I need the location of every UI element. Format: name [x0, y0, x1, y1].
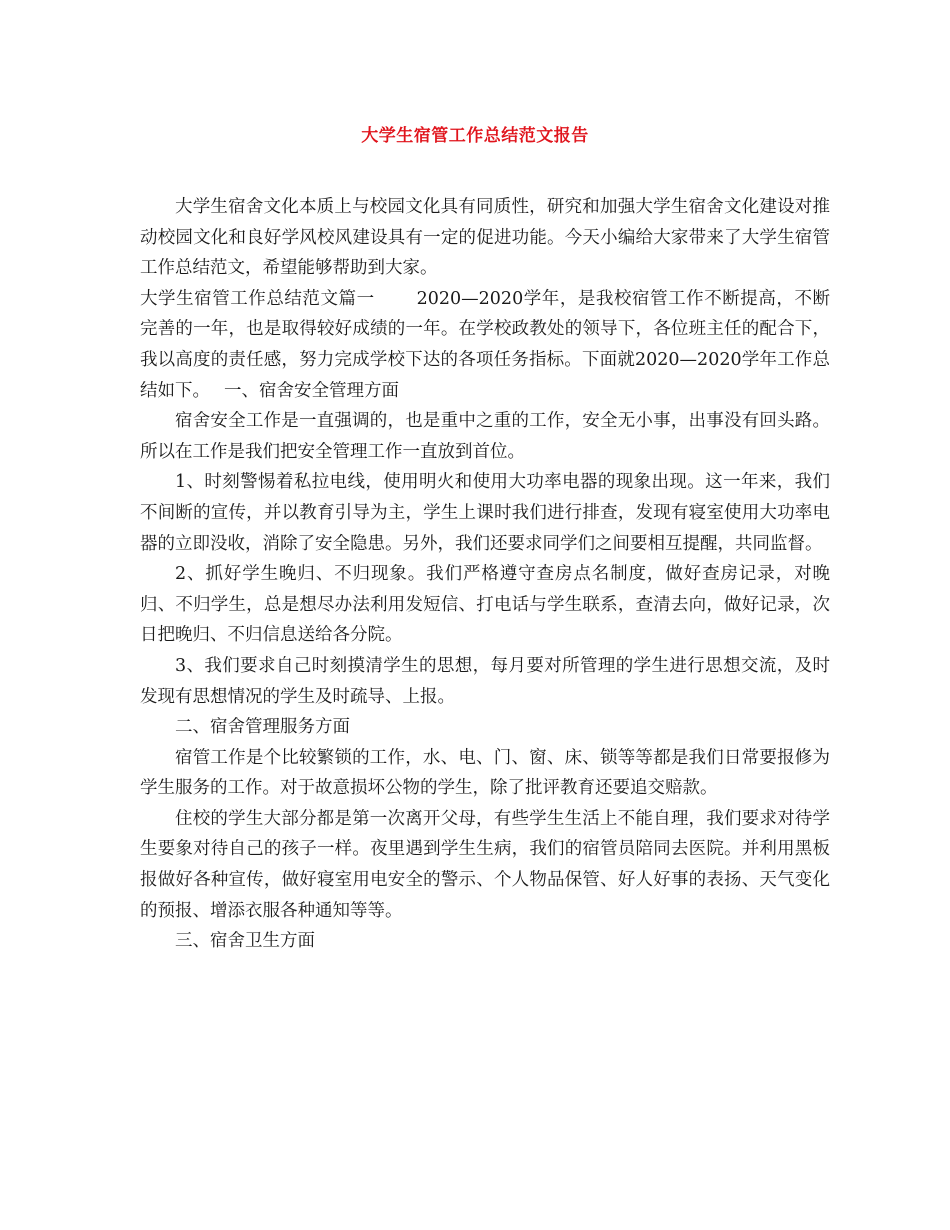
service-paragraph-2: 住校的学生大部分都是第一次离开父母，有些学生生活上不能自理，我们要求对待学生要象对待自己的孩子一样。夜里遇到学生生病，我们的宿管员陪同去医院。并利用黑板报做好各种宣传，做好寝室用电安全的警示、个人物品保管、好人好事的表扬、天气变化的预报、增添衣服各种通知等等。 — [140, 808, 830, 921]
service-paragraph-1: 宿管工作是个比较繁锁的工作，水、电、门、窗、床、锁等等都是我们日常要报修为学生服务的工作。对于故意损坏公物的学生，除了批评教育还要追交赔款。 — [140, 747, 830, 799]
article-opening-text: 2020—2020学年，是我校宿管工作不断提高，不断完善的一年，也是取得较好成绩的一年。在学校政教处的领导下，各位班主任的配合下，我以高度的责任感，努力完成学校下达的各项任务指标。下面就2020—2020学年工作总结如下。 — [140, 288, 831, 401]
document-title: 大学生宿管工作总结范文报告 — [361, 126, 589, 146]
article-heading: 大学生宿管工作总结范文篇一 — [140, 288, 375, 309]
intro-paragraph: 大学生宿舍文化本质上与校园文化具有同质性，研究和加强大学生宿舍文化建设对推动校园文化和良好学风校风建设具有一定的促进功能。今天小编给大家带来了大学生宿管工作总结范文，希望能够帮助到大家。 — [140, 197, 830, 279]
list-item-2: 2、抓好学生晚归、不归现象。我们严格遵守查房点名制度，做好查房记录，对晚归、不归学生，总是想尽办法利用发短信、打电话与学生联系，查清去向，做好记录，次日把晚归、不归信息送给各分院。 — [140, 564, 830, 646]
document-body — [140, 192, 830, 957]
section2-heading: 二、宿舍管理服务方面 — [175, 717, 350, 738]
list-item-3: 3、我们要求自己时刻摸清学生的思想，每月要对所管理的学生进行思想交流，及时发现有思想情况的学生及时疏导、上报。 — [140, 655, 830, 707]
article-opening-paragraph — [140, 284, 830, 406]
section3-heading: 三、宿舍卫生方面 — [175, 931, 315, 952]
section1-heading: 一、宿舍安全管理方面 — [224, 380, 399, 401]
safety-paragraph: 宿舍安全工作是一直强调的，也是重中之重的工作，安全无小事，出事没有回头路。所以在工作是我们把安全管理工作一直放到首位。 — [140, 411, 830, 462]
list-item-1: 1、时刻警惕着私拉电线，使用明火和使用大功率电器的现象出现。这一年来，我们不间断的宣传，并以教育引导为主，学生上课时我们进行排查，发现有寝室使用大功率电器的立即没收，消除了安全隐患。另外，我们还要求同学们之间要相互提醒，共同监督。 — [140, 472, 830, 554]
